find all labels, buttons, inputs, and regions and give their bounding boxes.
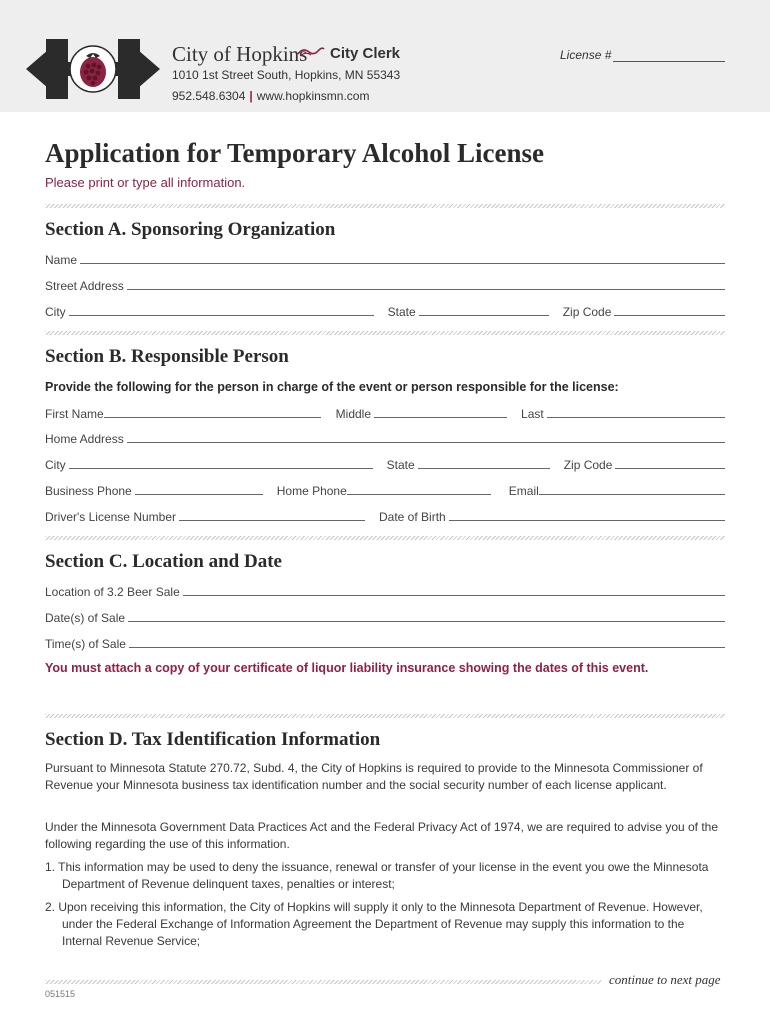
org-state-label: State xyxy=(387,305,416,319)
city-address: 1010 1st Street South, Hopkins, MN 55343 xyxy=(172,68,401,82)
tax-item-2: 2. Upon receiving this information, the City of Hopkins will supply it only to the Minnesota Department of Revenue. However, under the Federal Exchange of Information Agreement the Department of Revenue may supply this information to the Internal Revenue Service; xyxy=(45,900,703,948)
business-phone-field[interactable] xyxy=(135,494,263,495)
dates-field[interactable] xyxy=(128,621,725,622)
section-b-instruction: Provide the following for the person in charge of the event or person responsible for the license: xyxy=(45,380,619,394)
last-name-label: Last xyxy=(521,407,544,421)
org-name-label: Name xyxy=(45,253,78,267)
dob-label: Date of Birth xyxy=(379,510,446,524)
location-label: Location of 3.2 Beer Sale xyxy=(45,585,180,599)
location-row xyxy=(45,582,725,599)
license-number-label: License # xyxy=(560,48,612,62)
person-city-row xyxy=(45,455,725,472)
contact-separator: | xyxy=(249,89,253,103)
org-name-field[interactable] xyxy=(80,263,725,264)
person-city-label: City xyxy=(45,458,66,472)
times-label: Time(s) of Sale xyxy=(45,637,126,651)
license-number-field[interactable] xyxy=(613,61,725,62)
home-address-label: Home Address xyxy=(45,432,124,446)
letterhead xyxy=(0,0,770,112)
drivers-license-label: Driver's License Number xyxy=(45,510,176,524)
contact-info xyxy=(172,89,369,103)
phone-row xyxy=(45,481,725,498)
location-field[interactable] xyxy=(183,595,725,596)
section-d-heading: Section D. Tax Identification Information xyxy=(45,729,381,750)
email-label: Email xyxy=(508,484,539,498)
person-zip-label: Zip Code xyxy=(563,458,613,472)
drivers-license-field[interactable] xyxy=(179,520,365,521)
divider xyxy=(45,331,725,335)
dates-label: Date(s) of Sale xyxy=(45,611,126,625)
city-phone: 952.548.6304 xyxy=(172,89,246,103)
org-zip-label: Zip Code xyxy=(562,305,612,319)
org-street-label: Street Address xyxy=(45,279,124,293)
section-c-heading: Section C. Location and Date xyxy=(45,551,282,572)
person-state-field[interactable] xyxy=(418,468,550,469)
org-city-field[interactable] xyxy=(69,315,374,316)
org-name-row xyxy=(45,250,725,267)
org-city-row xyxy=(45,302,725,319)
org-city-label: City xyxy=(45,305,66,319)
home-address-field[interactable] xyxy=(127,442,725,443)
dates-row xyxy=(45,608,725,625)
times-row xyxy=(45,634,725,651)
page-title: Application for Temporary Alcohol License xyxy=(45,138,545,168)
footer-divider xyxy=(45,980,601,984)
divider xyxy=(45,714,725,718)
person-name-row xyxy=(45,404,725,421)
form-code: 051515 xyxy=(45,989,76,999)
insurance-warning: You must attach a copy of your certificate of liquor liability insurance showing the dates of this event. xyxy=(45,661,649,675)
section-b-heading: Section B. Responsible Person xyxy=(45,346,289,367)
city-name: City of Hopkins xyxy=(172,42,308,66)
license-dob-row xyxy=(45,507,725,524)
person-state-label: State xyxy=(386,458,415,472)
home-phone-field[interactable] xyxy=(347,494,491,495)
first-name-label: First Name xyxy=(45,407,104,421)
middle-name-field[interactable] xyxy=(374,417,507,418)
divider xyxy=(45,536,725,540)
times-field[interactable] xyxy=(129,647,725,648)
middle-name-label: Middle xyxy=(335,407,372,421)
page-subtitle: Please print or type all information. xyxy=(45,175,246,190)
department-name: City Clerk xyxy=(330,45,401,62)
section-a-heading: Section A. Sponsoring Organization xyxy=(45,219,336,240)
tax-paragraph-2: Under the Minnesota Government Data Practices Act and the Federal Privacy Act of 1974, we are required to advise you of the following regarding the use of this information. xyxy=(45,820,719,851)
home-address-row xyxy=(45,429,725,446)
divider xyxy=(45,204,725,208)
person-city-field[interactable] xyxy=(69,468,373,469)
tax-item-1: 1. This information may be used to deny the issuance, renewal or transfer of your license in the event you owe the Minnesota Department of Revenue delinquent taxes, penalties or interest; xyxy=(45,860,709,891)
business-phone-label: Business Phone xyxy=(45,484,132,498)
home-phone-label: Home Phone xyxy=(276,484,347,498)
org-state-field[interactable] xyxy=(419,315,549,316)
city-of-hopkins-logo-icon xyxy=(24,36,162,102)
last-name-field[interactable] xyxy=(547,417,725,418)
person-zip-field[interactable] xyxy=(615,468,725,469)
first-name-field[interactable] xyxy=(104,417,321,418)
org-street-row xyxy=(45,276,725,293)
dob-field[interactable] xyxy=(449,520,725,521)
city-website[interactable]: www.hopkinsmn.com xyxy=(256,89,370,103)
continue-note: continue to next page xyxy=(609,972,721,987)
org-street-field[interactable] xyxy=(127,289,725,290)
email-field[interactable] xyxy=(539,494,725,495)
org-zip-field[interactable] xyxy=(614,315,725,316)
tax-paragraph-1: Pursuant to Minnesota Statute 270.72, Subd. 4, the City of Hopkins is required to provide to the Minnesota Commissioner of Revenue your Minnesota business tax identification number and the social security number of each license applicant. xyxy=(45,761,703,792)
swirl-ornament-icon xyxy=(297,46,325,58)
